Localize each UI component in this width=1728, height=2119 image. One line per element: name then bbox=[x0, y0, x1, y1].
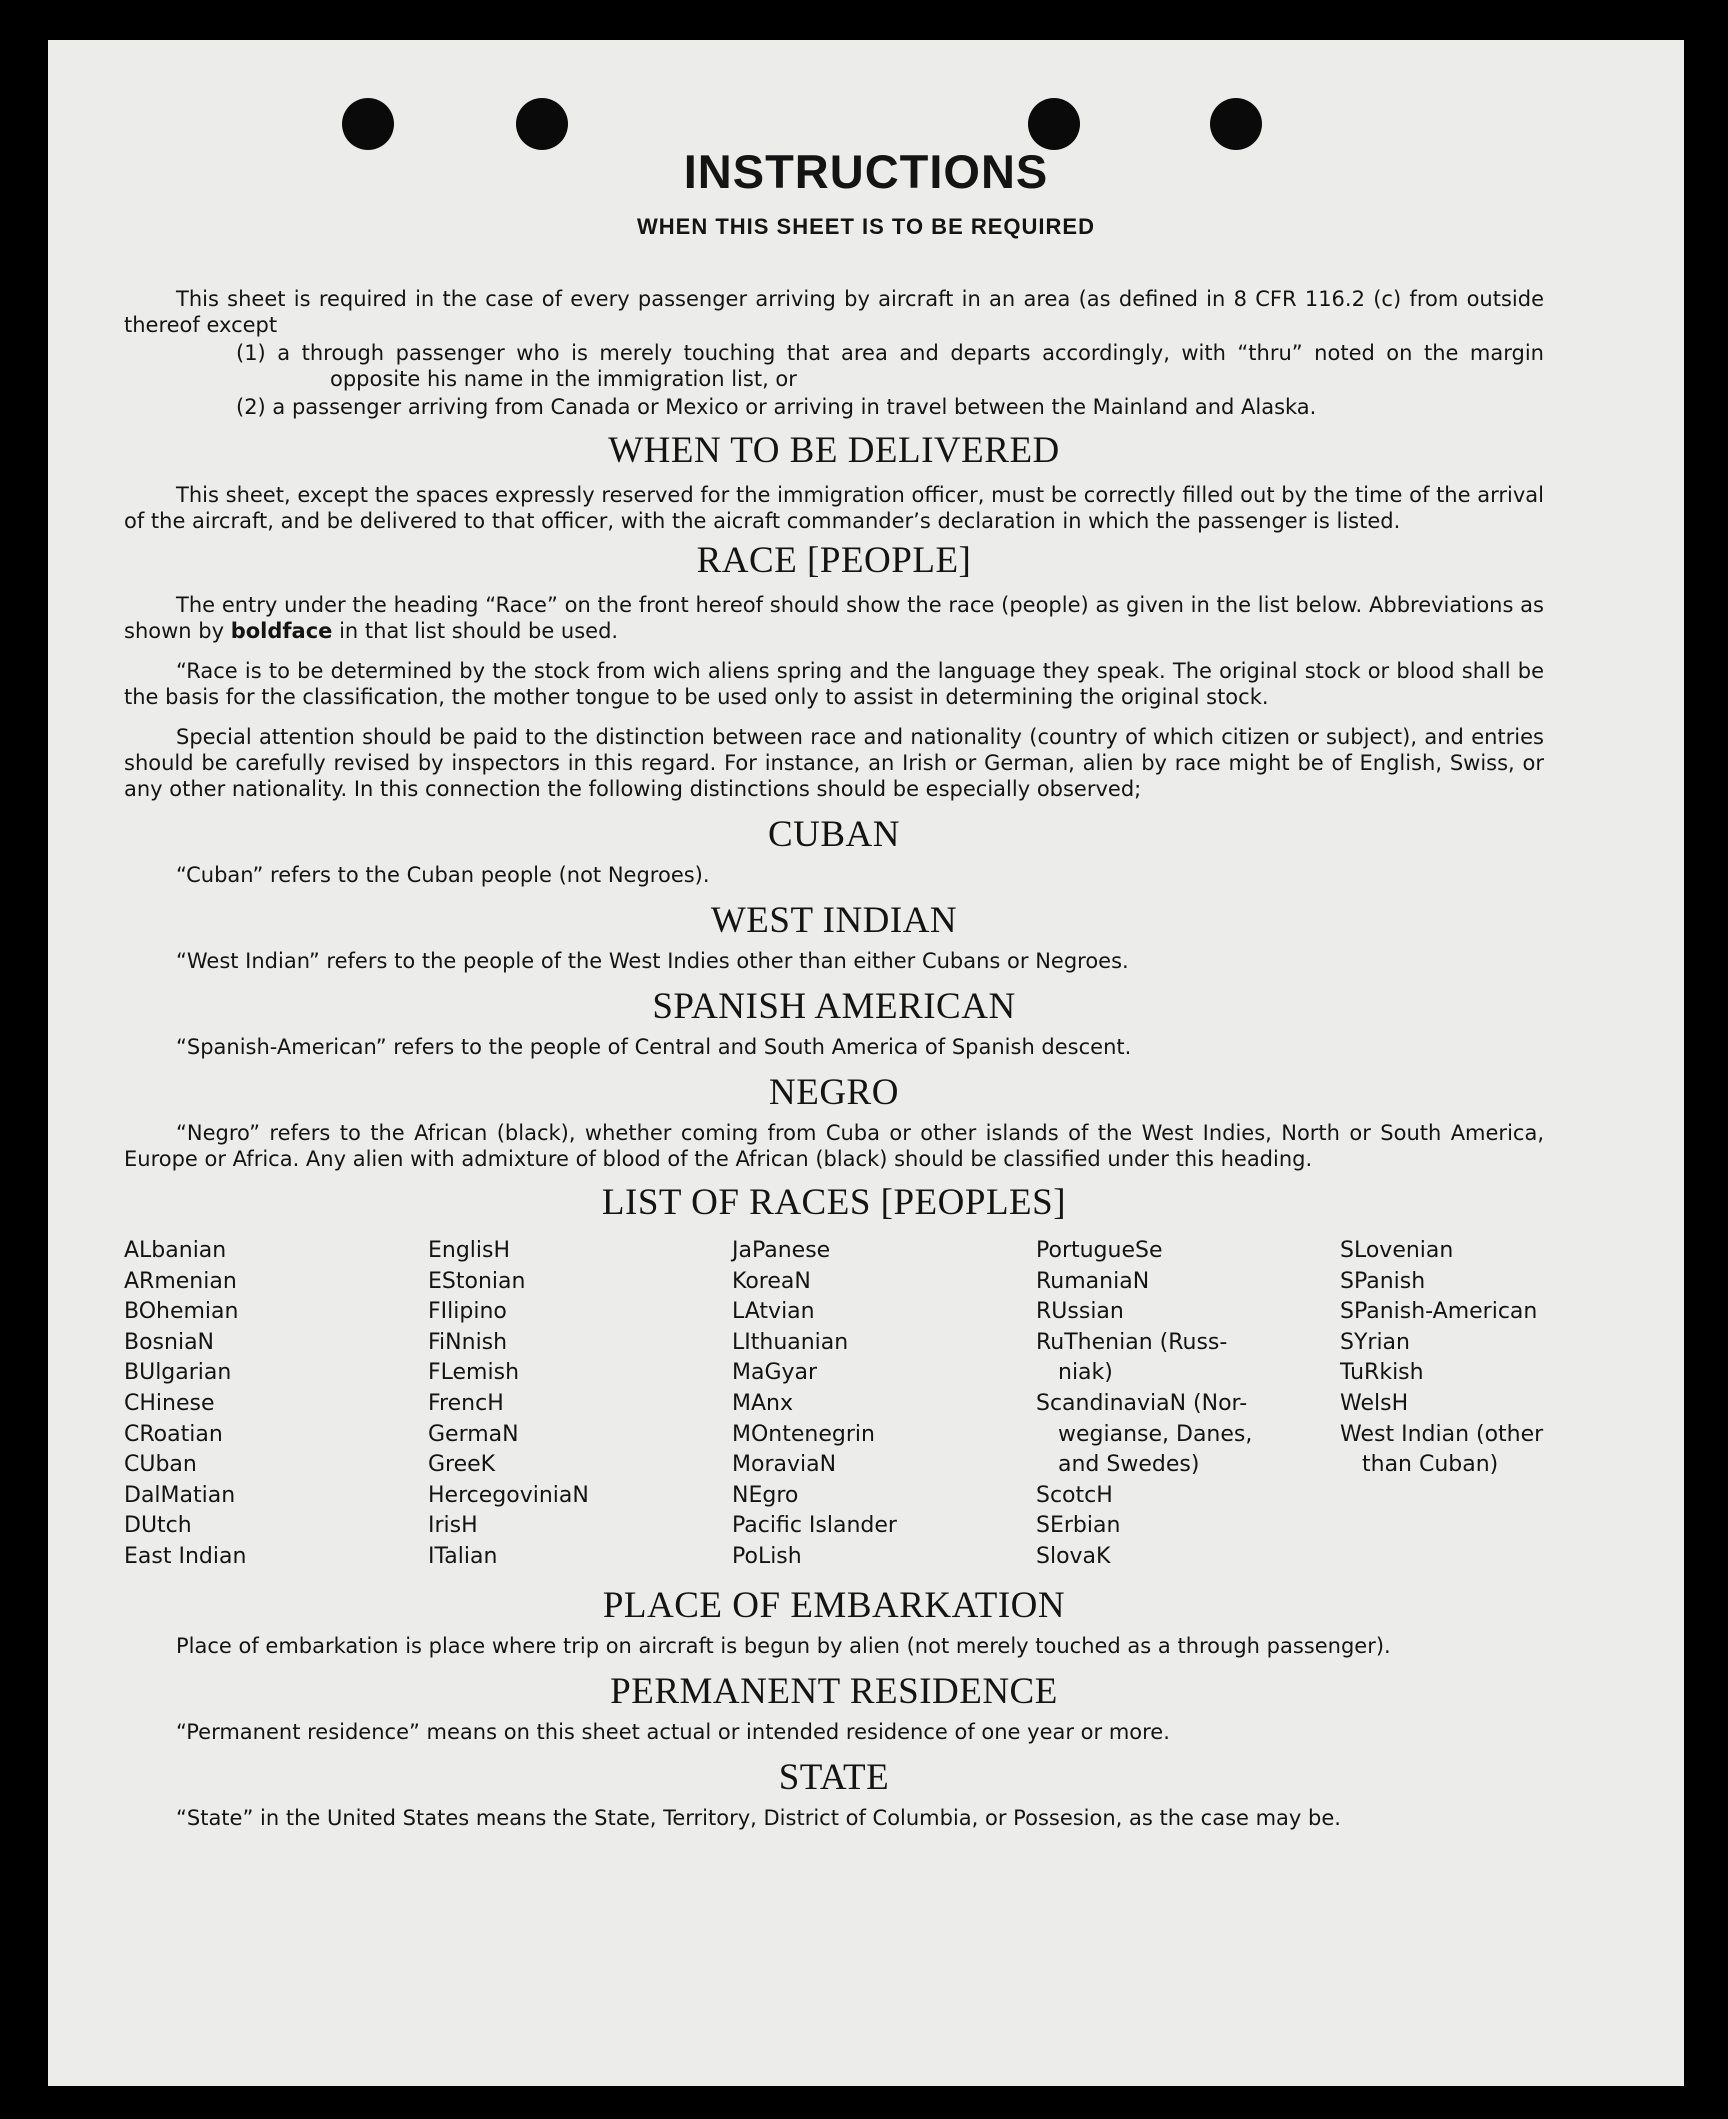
race-paragraph-1-start: The entry under the heading “Race” on the front hereof should show the race (people) as given in the list below. Abbreviations as shown by bbox=[124, 593, 1544, 643]
cuban-text: “Cuban” refers to the Cuban people (not Negroes). bbox=[176, 863, 710, 887]
section-heading-embarkation: PLACE OF EMBARKATION bbox=[602, 1584, 1066, 1626]
section-heading-west-indian: WEST INDIAN bbox=[710, 900, 958, 941]
race-entry: JaPanese bbox=[732, 1238, 831, 1263]
race-entry: DalMatian bbox=[124, 1482, 236, 1508]
boldface-word: boldface bbox=[230, 619, 333, 643]
race-entry: BUlgarian bbox=[124, 1360, 232, 1386]
races-column-1 bbox=[124, 1236, 428, 1573]
races-column-2 bbox=[428, 1236, 732, 1573]
race-entry: FLemish bbox=[428, 1360, 520, 1386]
west-indian-text: “West Indian” refers to the people of the West Indies other than either Cubans or Negroes. bbox=[176, 949, 1129, 973]
race-entry: East Indian bbox=[124, 1543, 247, 1569]
race-entry: DUtch bbox=[124, 1513, 192, 1539]
race-entry: SPanish-American bbox=[1340, 1299, 1538, 1325]
page-subtitle: WHEN THIS SHEET IS TO BE REQUIRED bbox=[637, 214, 1095, 239]
exception-item-1: (1) a through passenger who is merely touching that area and departs accordingly, with “thru” noted on the margin opposite his name in the immigration list, or bbox=[236, 341, 1544, 391]
state-text: “State” in the United States means the State, Territory, District of Columbia, or Possesion, as the case may be. bbox=[176, 1805, 1341, 1830]
races-column-5 bbox=[1340, 1236, 1600, 1573]
race-entry-continued: niak) bbox=[1058, 1360, 1113, 1386]
race-entry-continued: than Cuban) bbox=[1362, 1452, 1499, 1478]
section-heading-delivered: WHEN TO BE DELIVERED bbox=[608, 430, 1060, 471]
race-section bbox=[124, 538, 1544, 802]
instructions-body bbox=[48, 286, 1684, 1831]
race-entry-continued: wegianse, Danes, bbox=[1058, 1421, 1253, 1447]
race-entry: TuRkish bbox=[1340, 1360, 1424, 1386]
race-entry: EnglisH bbox=[428, 1238, 511, 1263]
race-entry: MaGyar bbox=[732, 1360, 818, 1386]
section-heading-races: LIST OF RACES [PEOPLES] bbox=[601, 1182, 1067, 1223]
race-entry: WelsH bbox=[1340, 1390, 1409, 1416]
race-entry: PortugueSe bbox=[1036, 1238, 1163, 1263]
embarkation-text: Place of embarkation is place where trip on aircraft is begun by alien (not merely touched as a through passenger). bbox=[176, 1633, 1391, 1658]
race-entry: West Indian (other bbox=[1340, 1421, 1544, 1447]
race-entry: KoreaN bbox=[732, 1268, 811, 1294]
race-entry: ITalian bbox=[428, 1543, 498, 1569]
race-entry: PoLish bbox=[732, 1543, 802, 1569]
punch-hole bbox=[1210, 98, 1262, 150]
race-entry: BOhemian bbox=[124, 1299, 239, 1325]
race-entry: SLovenian bbox=[1340, 1238, 1454, 1263]
negro-section bbox=[124, 1070, 1544, 1172]
delivered-text: This sheet, except the spaces expressly reserved for the immigration officer, must be correctly filled out by the time of the arrival of the aircraft, and be delivered to that officer, with the aicraft commander’s declaration in which the passenger is listed. bbox=[124, 483, 1544, 533]
races-list-section bbox=[124, 1180, 1544, 1573]
residence-text: “Permanent residence” means on this sheet actual or intended residence of one year or more. bbox=[176, 1719, 1170, 1744]
race-entry: SYrian bbox=[1340, 1329, 1410, 1355]
race-entry: GreeK bbox=[428, 1452, 496, 1478]
required-intro: This sheet is required in the case of every passenger arriving by aircraft in an area (as defined in 8 CFR 116.2 (c) from outside thereof except bbox=[124, 287, 1544, 337]
section-heading-negro: NEGRO bbox=[769, 1072, 899, 1113]
race-paragraph-2: “Race is to be determined by the stock from wich aliens spring and the language they speak. The original stock or blood shall be the basis for the classification, the mother tongue to be used only to assist in determining the original stock. bbox=[124, 659, 1544, 709]
race-entry: RUssian bbox=[1036, 1299, 1124, 1325]
punch-hole bbox=[516, 98, 568, 150]
race-entry: LAtvian bbox=[732, 1299, 815, 1325]
race-entry: MoraviaN bbox=[732, 1452, 837, 1478]
race-entry: FiNnish bbox=[428, 1329, 508, 1355]
page-title: INSTRUCTIONS bbox=[683, 145, 1049, 198]
residence-section bbox=[124, 1669, 1544, 1745]
race-entry: MAnx bbox=[732, 1390, 793, 1416]
race-entry: MOntenegrin bbox=[732, 1421, 875, 1447]
exception-item-2: (2) a passenger arriving from Canada or Mexico or arriving in travel between the Mainland and Alaska. bbox=[236, 395, 1317, 419]
punch-hole bbox=[342, 98, 394, 150]
race-entry-continued: and Swedes) bbox=[1058, 1452, 1200, 1478]
races-table bbox=[124, 1236, 1544, 1573]
spanish-american-text: “Spanish-American” refers to the people of Central and South America of Spanish descent. bbox=[176, 1035, 1132, 1059]
race-entry: RuThenian (Russ- bbox=[1036, 1329, 1228, 1355]
cuban-section bbox=[124, 812, 1544, 888]
punch-hole bbox=[1028, 98, 1080, 150]
section-heading-spanish-american: SPANISH AMERICAN bbox=[652, 986, 1016, 1027]
race-entry: ARmenian bbox=[124, 1268, 237, 1294]
race-entry: NEgro bbox=[732, 1482, 799, 1508]
races-column-4 bbox=[1036, 1236, 1340, 1573]
race-entry: FrencH bbox=[428, 1390, 504, 1416]
west-indian-section bbox=[124, 898, 1544, 974]
race-paragraph-1-end: in that list should be used. bbox=[332, 619, 619, 643]
required-section bbox=[124, 286, 1544, 420]
section-heading-state: STATE bbox=[778, 1756, 890, 1798]
race-entry: CRoatian bbox=[124, 1421, 223, 1447]
race-paragraph-3: Special attention should be paid to the distinction between race and nationality (country of which citizen or subject), and entries should be carefully revised by inspectors in this regard. For instance, an Irish or German, alien by race might be of English, Swiss, or any other nationality. In this connection the following distinctions should be especially observed; bbox=[124, 725, 1544, 801]
race-entry: CHinese bbox=[124, 1390, 215, 1416]
section-heading-race: RACE [PEOPLE] bbox=[696, 540, 972, 581]
negro-text: “Negro” refers to the African (black), whether coming from Cuba or other islands of the West Indies, North or South America, Europe or Africa. Any alien with admixture of blood of the African (black) should be classified under this heading. bbox=[124, 1121, 1544, 1171]
race-entry: SErbian bbox=[1036, 1513, 1121, 1539]
race-entry: GermaN bbox=[428, 1421, 519, 1447]
race-entry: RumaniaN bbox=[1036, 1268, 1150, 1294]
section-heading-cuban: CUBAN bbox=[767, 814, 901, 855]
race-entry: EStonian bbox=[428, 1268, 526, 1294]
race-entry: ScandinaviaN (Nor- bbox=[1036, 1390, 1248, 1416]
state-section bbox=[124, 1755, 1544, 1831]
race-entry: ALbanian bbox=[124, 1238, 227, 1263]
race-entry: Pacific Islander bbox=[732, 1513, 897, 1539]
races-column-3 bbox=[732, 1236, 1036, 1573]
race-entry: IrisH bbox=[428, 1513, 478, 1539]
embarkation-section bbox=[124, 1583, 1544, 1659]
delivered-section bbox=[124, 428, 1544, 534]
document-page bbox=[48, 40, 1684, 2086]
race-entry: CUban bbox=[124, 1452, 197, 1478]
section-heading-residence: PERMANENT RESIDENCE bbox=[610, 1670, 1058, 1712]
race-entry: LIthuanian bbox=[732, 1329, 849, 1355]
race-entry: SPanish bbox=[1340, 1268, 1426, 1294]
race-entry: FIlipino bbox=[428, 1299, 507, 1325]
race-entry: HercegoviniaN bbox=[428, 1482, 589, 1508]
race-paragraph-1 bbox=[124, 592, 1544, 644]
spanish-american-section bbox=[124, 984, 1544, 1060]
race-entry: SlovaK bbox=[1036, 1543, 1111, 1569]
race-entry: BosniaN bbox=[124, 1329, 215, 1355]
race-entry: ScotcH bbox=[1036, 1482, 1113, 1508]
